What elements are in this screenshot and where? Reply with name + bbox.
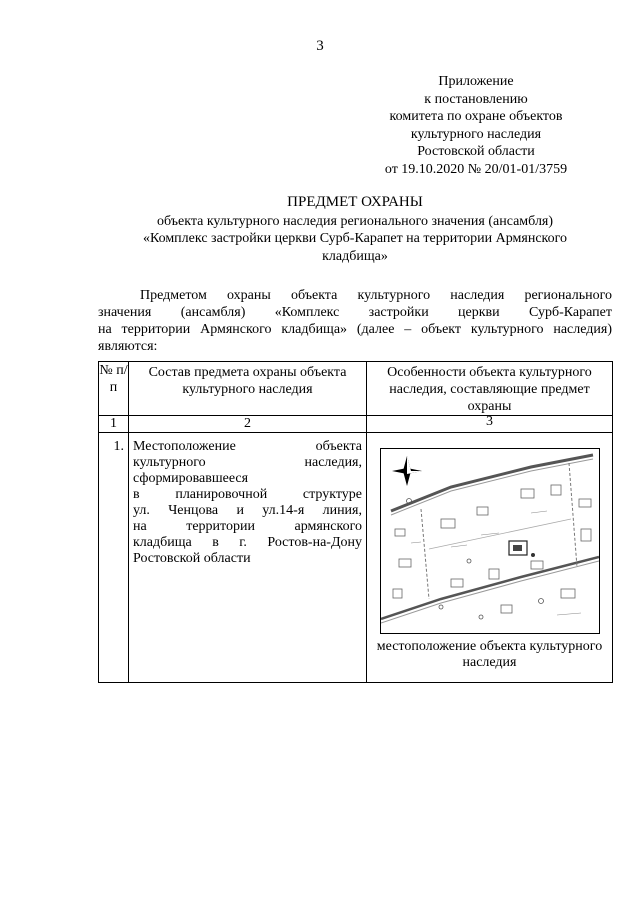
column-number: 2 (129, 416, 367, 433)
intro-paragraph (98, 287, 612, 355)
appendix-line: Приложение (438, 74, 514, 89)
table-header-row (99, 362, 613, 416)
subtitle-line: объекта культурного наследия регионального значения (ансамбля) (156, 213, 554, 229)
header-composition: Состав предмета охраны объекта культурного наследия (129, 362, 367, 416)
composition-line: Ростовской области (133, 551, 251, 566)
header-num: № п/п (99, 362, 129, 416)
compass-north-arrow-icon (392, 456, 422, 486)
column-number: 3 (367, 416, 613, 433)
intro-line: значения (ансамбля) «Комплекс застройки церкви Сурб-Карапет (98, 305, 612, 320)
column-number-row (99, 416, 613, 433)
appendix-line: от 19.10.2020 № 20/01-01/3759 (384, 161, 568, 177)
appendix-line: культурного наследия (410, 126, 542, 142)
document-title: ПРЕДМЕТ ОХРАНЫ (287, 194, 423, 210)
intro-line: Предметом охраны объекта культурного наследия регионального (140, 288, 612, 303)
composition-line: Местоположение объекта (133, 439, 362, 454)
appendix-line: комитета по охране объектов (389, 109, 563, 124)
composition-line: на территории армянского (133, 519, 362, 534)
composition-line: кладбища в г. Ростов-на-Дону (133, 535, 362, 550)
column-number: 1 (99, 416, 129, 433)
row-number: 1. (99, 433, 129, 683)
subtitle-line: кладбища» (322, 248, 388, 264)
appendix-line: Ростовской области (417, 144, 535, 159)
page-number: 3 (316, 38, 324, 54)
subtitle-line: «Комплекс застройки церкви Сурб-Карапет на территории Армянского (142, 231, 568, 246)
header-features: Особенности объекта культурного наследия, составляющие предмет охраны (367, 362, 613, 416)
intro-line: являются: (98, 339, 158, 354)
cadastral-plan-image (381, 449, 599, 633)
appendix-block (356, 73, 596, 178)
composition-line: сформировавшееся (133, 471, 249, 486)
composition-line: в планировочной структуре (133, 487, 362, 502)
location-map (380, 448, 600, 634)
composition-line: ул. Ченцова и ул.14-я линия, (133, 503, 362, 518)
composition-line: культурного наследия, (133, 455, 362, 470)
map-caption: местоположение объекта культурного наследия (376, 639, 603, 670)
appendix-line: к постановлению (424, 91, 528, 107)
title-block (100, 194, 610, 265)
row-features (367, 433, 613, 683)
intro-line: на территории Армянского кладбища» (далее – объект культурного наследия) (98, 322, 612, 337)
protection-table (98, 361, 613, 683)
row-composition (129, 433, 367, 683)
table-row (99, 433, 613, 683)
